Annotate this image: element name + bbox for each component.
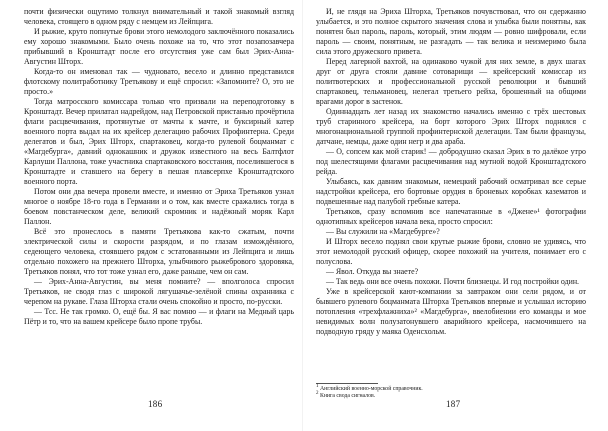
left-page	[0, 0, 300, 431]
paragraph: — Тсс. Не так громко. О, ещё бы. Я вас помню — и флаги на Медный царь Пётр и то, что на вашем крейсере было пропе трубы.	[24, 306, 294, 326]
paragraph: — О, сопсем как мой старик! — добродушно сказал Эрих в то далёкое утро под шелестящими флагами расцвечивания над мутной водой Кронштадтского рейда.	[316, 146, 586, 176]
paragraph: И рыжие, круто попнутые брови этого немолодого заключённого показались ему хорошо знакомыми. Было очень похоже на то, что этот позапозавчера прибывший в Кронштадт после его отсутствия уже сам был Эрих-Анна-Августин Шторх.	[24, 26, 294, 66]
paragraph: Третьяков, сразу вспомнив все напечатанные в «Джене»¹ фотографии однотипных крейсеров начала века, просто спросил:	[316, 206, 586, 226]
paragraph: почти физически ощутимо толкнул внимательный и такой знакомый взгляд человека, стоящего в одном ряду с немцем из Лейпцига.	[24, 7, 294, 26]
paragraph: — Эрих-Анна-Августин, вы меня помните? — вполголоса спросил Третьяков, не сводя глаз с широкой лягушачье-зелёной спины охранника с черепом на рукаве. Глаза Шторха стали очень спокойно и просто, по-русски.	[24, 276, 294, 306]
paragraph: Одиннадцать лет назад их знакомство начались именно с трёх шестовых труб старинного крейсера, на борт которого Эрих Шторх поднялся с многонациональной группой профинтернской делегации. Там были французы, датчане, немцы, даже один негр и два араба.	[316, 106, 586, 146]
footnote-text: Английский военно-морской справочник.	[319, 386, 423, 392]
paragraph: Уже в крейсерской кают-компании за завтраком они сели рядом, и от бывшего рулевого боцманмата Шторха Третьяков впервые и услышал историю потопления «трехфлажниха»² «Магдебурга», ввелобиении его команды и мое невидимых волн полузатонувшего аварийного крейсера, насмочившего на подводную гряду у маяка Оденсхольм.	[316, 286, 586, 336]
paragraph: Потом они два вечера провели вместе, и именно от Эриха Третьяков узнал многое о ноябре 18-го года в Германии и о том, как вместе сражались тогда в боевом повстанческом деле, великий скромник и надёжный моряк Карл Паллон.	[24, 186, 294, 226]
paragraph: И, не глядя на Эриха Шторха, Третьяков почувствовал, что он сдержанно улыбается, и это полное скрытого значения слова и улыбка были понятны, как понятен был пароль, пароль, который, этим людям — ровно шифровали, если пароль — своим, понятным, не разгадать — так велика и неизмеримо была сила этого дружеского привета.	[316, 7, 586, 56]
footnote-mark: 2	[316, 391, 319, 397]
footnote	[316, 386, 586, 393]
paragraph: — Явол. Откуда вы знаете?	[326, 266, 419, 276]
paragraph: И Шторх весело поднял свои крутые рыжие брови, словно не удивясь, что этот немолодой русский офицер, скорее похожий на учителя, понимает его с полуслова.	[316, 236, 586, 266]
paragraph: Улыбаясь, как давним знакомым, немецкий рабочий осматривал все серые надстройки крейсера, его бортовые орудия в броневых коробках казематов и подвешенные над палубой гребные катера.	[316, 176, 586, 206]
paragraph: — Вы служили на «Магдебурге»?	[326, 226, 440, 236]
footnote-text: Книга свода сигналов.	[319, 393, 376, 399]
paragraph: — Так ведь они все очень похожи. Почти близнецы. И год постройки один.	[326, 276, 580, 286]
paragraph: Тогда матросского комиссара только что призвали на переподготовку в Кронштадт. Вечер прилатал надрейдом, над Петровской пристанью прочёртила флаги расцвечивания, протянутые от мачты к мачте, и буксирный катер военного порта выдал на их крейсер делегацию рабочих Профинтерна. Среди делегатов и был, Эрих Шторх, спартаковец, когда-то рулевой боцманмат с «Магдебурга», давний однокашник и дружок известного на весь Балтфлот Карлуши Паллона, тоже участника спартаковского восстания, поселившегося в Кронштадте и ставшего на берегу в пешая плавсерпхе Кронштадтского военного порта.	[24, 96, 294, 186]
right-page-text	[316, 7, 586, 336]
right-page	[304, 0, 604, 431]
footnotes	[316, 378, 586, 400]
book-gutter	[302, 0, 303, 431]
paragraph: Всё это пронеслось в памяти Третьякова как-то сжатым, почти электрической силы и скорости разрядом, и по глазам измождённого, седеющего человека, стоявшего рядом с эстатованными из Лейпцига и лишь отдельно похожего на прежнего Шторха, улыбчивого рыжебрового здоровяка, Третьяков понял, что тот тоже узнал его, даже раньше, чем он сам.	[24, 226, 294, 276]
paragraph: Когда-то он именовал так — чудновато, весело и длинно представился флотскому политработнику Третьякову и ещё спросил: «Запомните? О, это не просто.»	[24, 66, 294, 96]
paragraph: Перед лагерной вахтой, на одинаково чужой для них земле, в двух шагах друг от друга стояли давние сотоварищи — крейсерский комиссар из политвотерских и профессиональной русской революции и бывший спартаковец, тельмановец, нелегал третьего рейха, брошенный на общими врагами дорог в застенок.	[316, 56, 586, 106]
footnote-mark: 1	[316, 384, 319, 390]
page-number: 187	[446, 399, 461, 409]
page-number: 186	[148, 399, 163, 409]
left-page-text	[24, 7, 294, 327]
